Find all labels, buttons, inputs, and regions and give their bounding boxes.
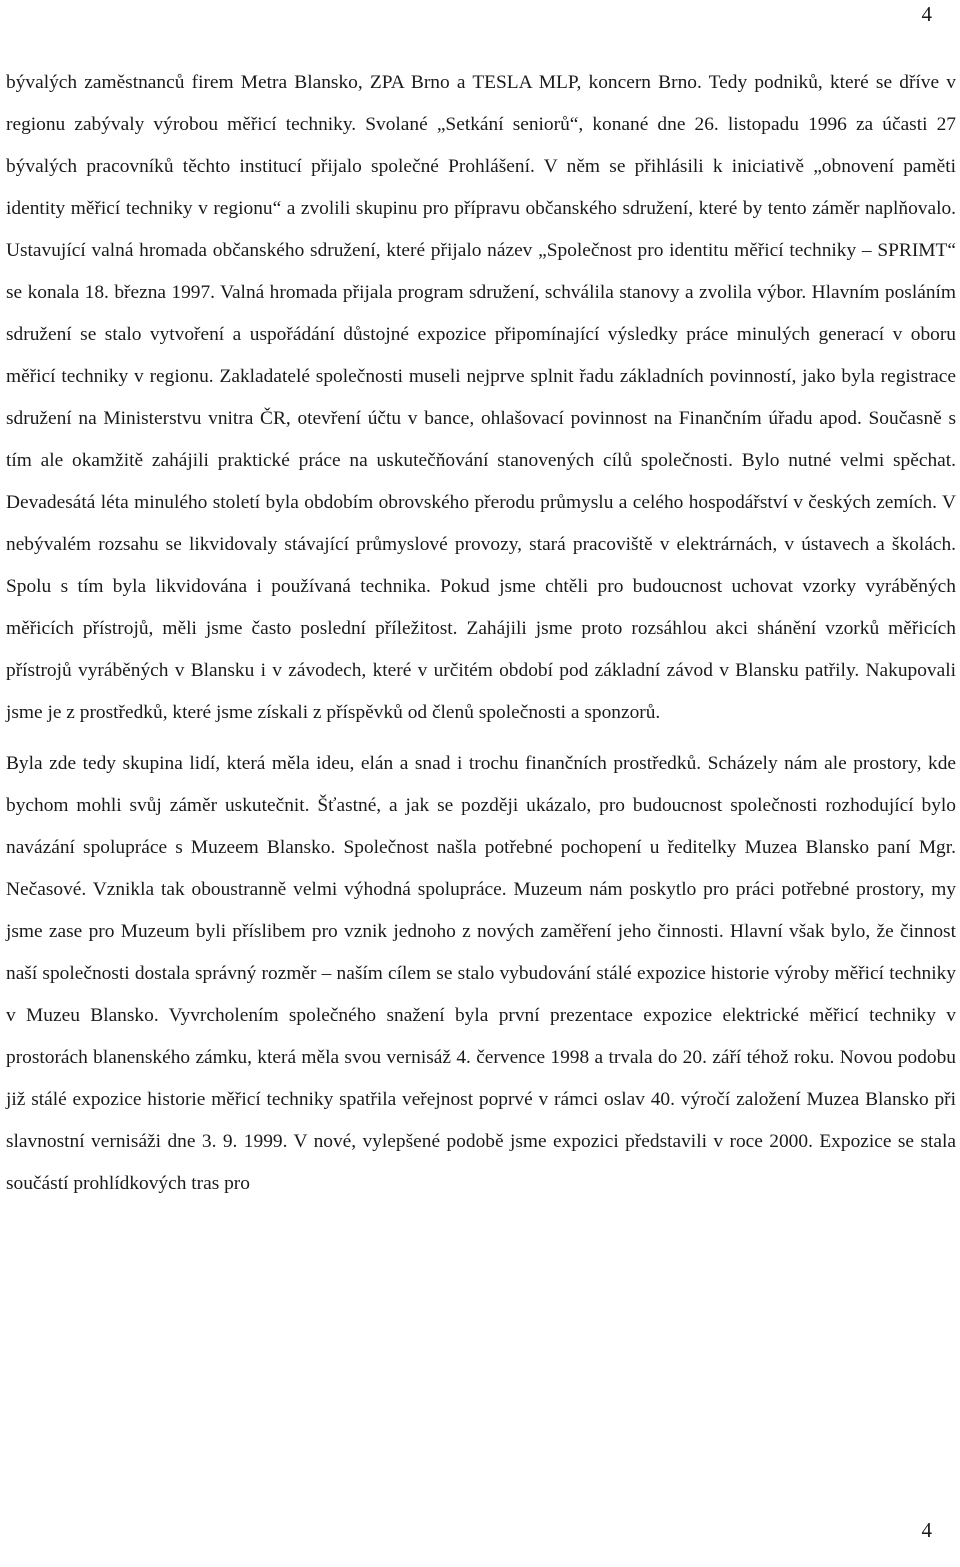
paragraph-1: bývalých zaměstnanců firem Metra Blansko, ZPA Brno a TESLA MLP, koncern Brno. Tedy podniků, které se dříve v regionu zabývaly výrobou měřicí techniky. Svolané „Setkání seniorů“, konané dne 26. listopadu 1996 za účasti 27 bývalých pracovníků těchto institucí přijalo společné Prohlášení. V něm se přihlásili k iniciativě „obnovení paměti identity měřicí techniky v regionu“ a zvolili skupinu pro přípravu občanského sdružení, které by tento záměr naplňovalo. Ustavující valná hromada občanského sdružení, které přijalo název „Společnost pro identitu měřicí techniky – SPRIMT“ se konala 18. března 1997. Valná hromada přijala program sdružení, schválila stanovy a zvolila výbor. Hlavním posláním sdružení se stalo vytvoření a uspořádání důstojné expozice připomínající výsledky práce minulých generací v oboru měřicí techniky v regionu. Zakladatelé společnosti museli nejprve splnit řadu základních povinností, jako byla registrace sdružení na Ministerstvu vnitra ČR, otevření účtu v bance, ohlašovací povinnost na Finančním úřadu apod. Současně s tím ale okamžitě zahájili praktické práce na uskutečňování stanovených cílů společnosti. Bylo nutné velmi spěchat. Devadesátá léta minulého století byla obdobím obrovského přerodu průmyslu a celého hospodářství v českých zemích. V nebývalém rozsahu se likvidovaly stávající průmyslové provozy, stará pracoviště v elektrárnách, v ústavech a školách. Spolu s tím byla likvidována i používaná technika. Pokud jsme chtěli pro budoucnost uchovat vzorky vyráběných měřicích přístrojů, měli jsme často poslední příležitost. Zahájili jsme proto rozsáhlou akci shánění vzorků měřicích přístrojů vyráběných v Blansku i v závodech, které v určitém období pod základní závod v Blansku patřily. Nakupovali jsme je z prostředků, které jsme získali z příspěvků od členů společnosti a sponzorů. [6, 72, 956, 723]
page-number-top: 4 [921, 2, 932, 26]
paragraph-2: Byla zde tedy skupina lidí, která měla ideu, elán a snad i trochu finančních prostředků. Scházely nám ale prostory, kde bychom mohli svůj záměr uskutečnit. Šťastné, a jak se později ukázalo, pro budoucnost společnosti rozhodující bylo navázání spolupráce s Muzeem Blansko. Společnost našla potřebné pochopení u ředitelky Muzea Blansko paní Mgr. Nečasové. Vznikla tak oboustranně velmi výhodná spolupráce. Muzeum nám poskytlo pro práci potřebné prostory, my jsme zase pro Muzeum byli příslibem pro vznik jednoho z nových zaměření jeho činnosti. Hlavní však bylo, že činnost naší společnosti dostala správný rozměr – naším cílem se stalo vybudování stálé expozice historie výroby měřicí techniky v Muzeu Blansko. Vyvrcholením společného snažení byla první prezentace expozice elektrické měřicí techniky v prostorách blanenského zámku, která měla svou vernisáž 4. července 1998 a trvala do 20. září téhož roku. Novou podobu již stálé expozice historie měřicí techniky spatřila veřejnost poprvé v rámci oslav 40. výročí založení Muzea Blansko při slavnostní vernisáži dne 3. 9. 1999. V nové, vylepšené podobě jsme expozici představili v roce 2000. Expozice se stala součástí prohlídkových tras pro [6, 753, 956, 1194]
document-body [6, 62, 956, 1205]
page-number-bottom: 4 [921, 1518, 932, 1542]
